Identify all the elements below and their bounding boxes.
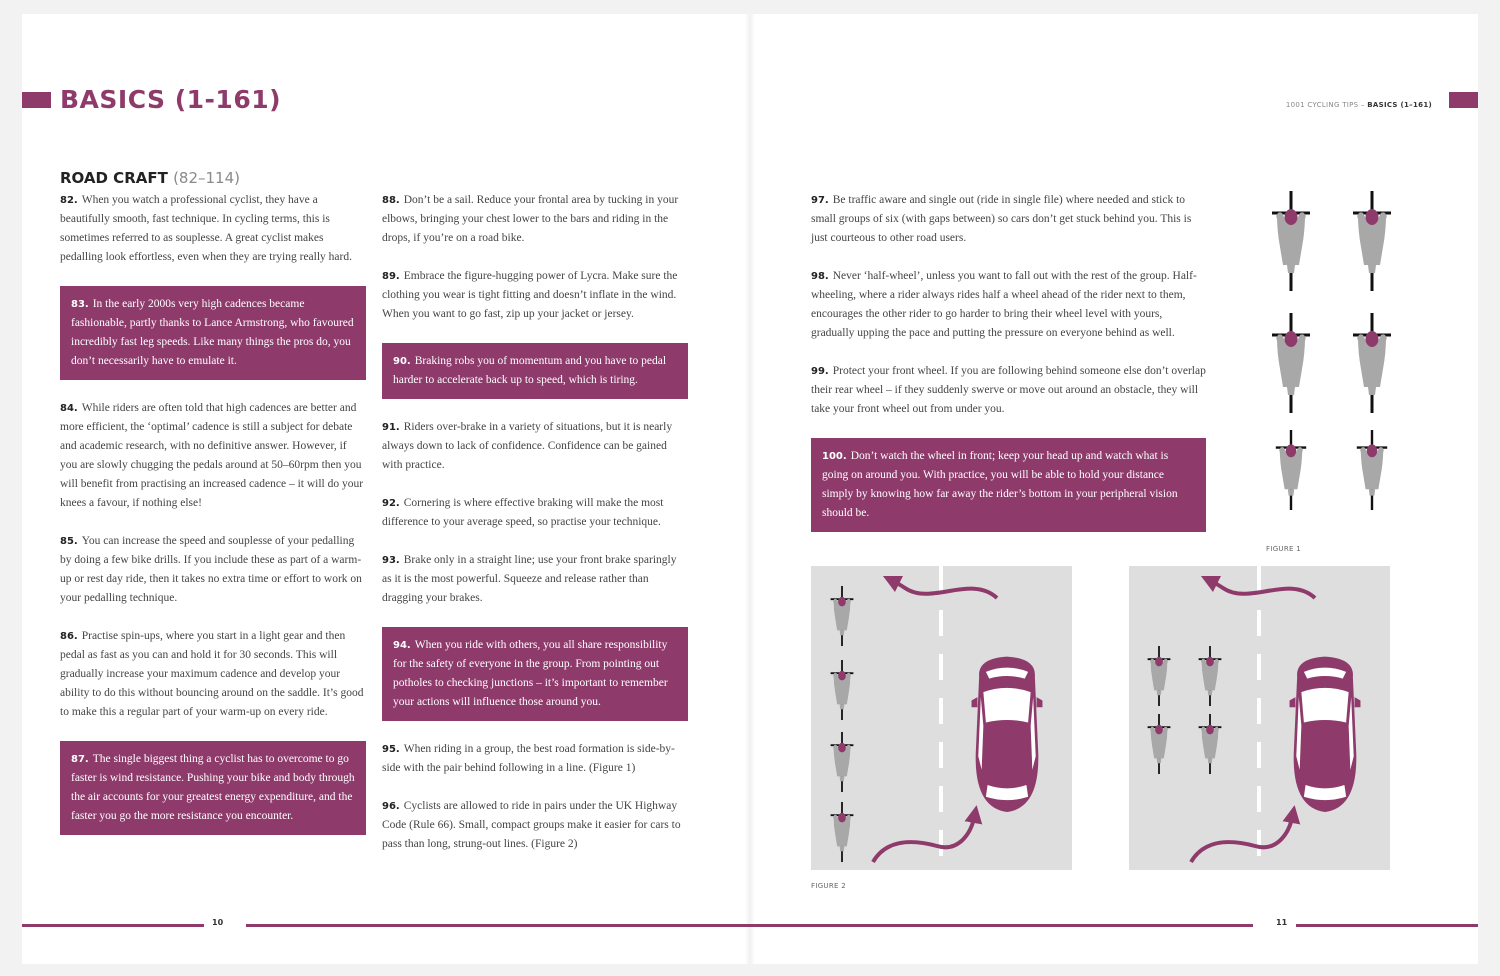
highlight-tip (811, 438, 1206, 532)
tip-text: In the early 2000s very high cadences became fashionable, partly thanks to Lance Armstrong, who favoured incredibly fast leg speeds. Like many things the pros do, you don’t necessarily have to emulate it. (71, 298, 354, 367)
tip-text: While riders are often told that high cadences are better and more efficient, the ‘optimal’ cadence is still a subject for debate and academic research, with no definitive answer. However, if you are slowly chugging the pedals around at 50–60rpm then you will benefit from practising an increased cadence – it will do your knees a favour, if nothing else! (60, 402, 364, 509)
tip-text: Brake only in a straight line; use your front brake sparingly as it is the most powerful. Squeeze and release rather than dragging your brakes. (382, 554, 677, 604)
highlight-tip (60, 286, 366, 380)
footer-rule (246, 924, 1253, 927)
highlight-tip (382, 627, 688, 721)
text-column-right (811, 191, 1206, 551)
tip-number: 85. (60, 536, 78, 547)
highlight-tip (60, 741, 366, 835)
rider-icon (1199, 646, 1222, 706)
tip-number: 95. (382, 744, 400, 755)
car-icon (972, 657, 1043, 812)
subheading-title: ROAD CRAFT (60, 169, 168, 187)
tip-paragraph (811, 362, 1206, 419)
tip-text: Riders over-brake in a variety of situations, but it is nearly always down to lack of confidence. Confidence can be gained with practice. (382, 421, 673, 471)
footer-rule (22, 924, 204, 927)
tip-text: When you watch a professional cyclist, they have a beautifully smooth, fast technique. In cycling terms, this is sometimes referred to as souplesse. A great cyclist makes pedalling look effortless, even when they are trying really hard. (60, 194, 352, 263)
tip-text: Practise spin-ups, where you start in a light gear and then pedal as fast as you can and hold it for 30 seconds. This will gradually increase your maximum cadence and develop your ability to do this without bouncing around on the saddle. It’s good to make this a regular part of your warm-up on every ride. (60, 630, 364, 718)
figure-2-panel-pairs (1129, 566, 1390, 870)
tip-number: 82. (60, 195, 78, 206)
tip-paragraph (382, 267, 688, 324)
tip-number: 84. (60, 403, 78, 414)
tip-paragraph (382, 740, 688, 778)
tip-text: Cornering is where effective braking will make the most difference to your average speed, so practise your technique. (382, 497, 664, 528)
tip-text: The single biggest thing a cyclist has to overcome to go faster is wind resistance. Pushing your bike and body through the air accounts for your greatest energy expenditure, and the faster you go the more resistance you encounter. (71, 753, 355, 822)
tip-paragraph (811, 267, 1206, 343)
tip-paragraph (60, 532, 366, 608)
tip-text: Don’t be a sail. Reduce your frontal area by tucking in your elbows, bringing your chest lower to the bars and riding in the drops, if you’re on a road bike. (382, 194, 679, 244)
text-column-middle (382, 191, 688, 873)
book-gutter (745, 14, 755, 964)
rider-icon (1353, 191, 1391, 291)
tip-number: 86. (60, 631, 78, 642)
rider-icon (1276, 430, 1306, 510)
tip-number: 88. (382, 195, 400, 206)
tip-text: Embrace the figure-hugging power of Lycra. Make sure the clothing you wear is tight fitting and doesn’t inflate in the wind. When you want to go fast, zip up your jacket or jersey. (382, 270, 678, 320)
tip-text: When you ride with others, you all share responsibility for the safety of everyone in the group. From pointing out potholes to checking junctions – it’s important to remember your actions will influence those around you. (393, 639, 668, 708)
tip-paragraph (60, 191, 366, 267)
figure-1-illustration (1258, 186, 1418, 516)
rider-icon (831, 802, 854, 862)
rider-icon (1148, 714, 1171, 774)
rider-icon (1272, 191, 1310, 291)
tip-number: 99. (811, 366, 829, 377)
section-bar-right (1449, 92, 1478, 108)
running-head-book: 1001 CYCLING TIPS (1285, 101, 1359, 109)
tip-number: 94. (393, 640, 411, 651)
tip-number: 98. (811, 271, 829, 282)
tip-number: 97. (811, 195, 829, 206)
tip-paragraph (382, 551, 688, 608)
page-number-right: 11 (1276, 918, 1288, 927)
tip-text: Cyclists are allowed to ride in pairs under the UK Highway Code (Rule 66). Small, compact groups make it easier for cars to pass than long, strung-out lines. (Figure 2) (382, 800, 681, 850)
tip-number: 91. (382, 422, 400, 433)
running-head (1286, 101, 1432, 109)
tip-paragraph (60, 399, 366, 513)
figure-2-caption: FIGURE 2 (811, 882, 847, 890)
tip-number: 100. (822, 451, 847, 462)
tip-number: 92. (382, 498, 400, 509)
figure-1-caption: FIGURE 1 (1266, 545, 1302, 553)
rider-icon (1148, 646, 1171, 706)
rider-icon (831, 586, 854, 646)
tip-text: Protect your front wheel. If you are following behind someone else don’t overlap their rear wheel – if they suddenly swerve or move out around an obstacle, they will take your front wheel out from under you. (811, 365, 1206, 415)
subheading-range: (82–114) (173, 169, 240, 187)
rider-icon (1199, 714, 1222, 774)
curved-arrow-icon (891, 580, 997, 598)
car-icon (1290, 657, 1361, 812)
rider-icon (1353, 313, 1391, 413)
rider-icon (831, 732, 854, 792)
tip-number: 90. (393, 356, 411, 367)
running-head-section: BASICS (1–161) (1367, 101, 1432, 109)
tip-text: Braking robs you of momentum and you have to pedal harder to accelerate back up to speed, which is tiring. (393, 355, 667, 386)
figure-2-panel-single-file (811, 566, 1072, 870)
tip-number: 96. (382, 801, 400, 812)
curved-arrow-icon (1209, 580, 1315, 598)
tip-paragraph (60, 627, 366, 722)
tip-paragraph (382, 494, 688, 532)
tip-number: 83. (71, 299, 89, 310)
highlight-tip (382, 343, 688, 399)
tip-text: You can increase the speed and souplesse of your pedalling by doing a few bike drills. If you include these as part of a warm-up or rest day ride, then it takes no extra time or effort to work on your pedalling technique. (60, 535, 362, 604)
rider-icon (1357, 430, 1387, 510)
page-number-left: 10 (212, 918, 224, 927)
section-bar-left (22, 92, 51, 108)
tip-number: 87. (71, 754, 89, 765)
tip-text: When riding in a group, the best road formation is side-by-side with the pair behind following in a line. (Figure 1) (382, 743, 675, 774)
tip-text: Never ‘half-wheel’, unless you want to fall out with the rest of the group. Half-wheeling, where a rider always rides half a wheel ahead of the rider next to them, encourages the other rider to go harder to bring their wheel level with yours, gradually upping the pace and putting the pressure on everyone behind as well. (811, 270, 1197, 339)
curved-arrow-icon (1191, 814, 1293, 862)
tip-paragraph (382, 418, 688, 475)
curved-arrow-icon (873, 814, 975, 862)
section-title: BASICS (1-161) (60, 85, 282, 114)
tip-paragraph (811, 191, 1206, 248)
footer-rule (1296, 924, 1478, 927)
subheading (60, 168, 240, 188)
rider-icon (831, 660, 854, 720)
tip-number: 93. (382, 555, 400, 566)
tip-text: Don’t watch the wheel in front; keep your head up and watch what is going on around you. With practice, you will be able to hold your distance simply by knowing how far away the rider’s bottom in your peripheral vision should be. (822, 450, 1178, 519)
tip-paragraph (382, 191, 688, 248)
tip-paragraph (382, 797, 688, 854)
tip-text: Be traffic aware and single out (ride in single file) where needed and stick to small groups of six (with gaps between) so cars don’t get stuck behind you. This is just courteous to other road users. (811, 194, 1192, 244)
rider-icon (1272, 313, 1310, 413)
text-column-left (60, 191, 366, 854)
tip-number: 89. (382, 271, 400, 282)
running-head-separator: – (1358, 101, 1368, 109)
